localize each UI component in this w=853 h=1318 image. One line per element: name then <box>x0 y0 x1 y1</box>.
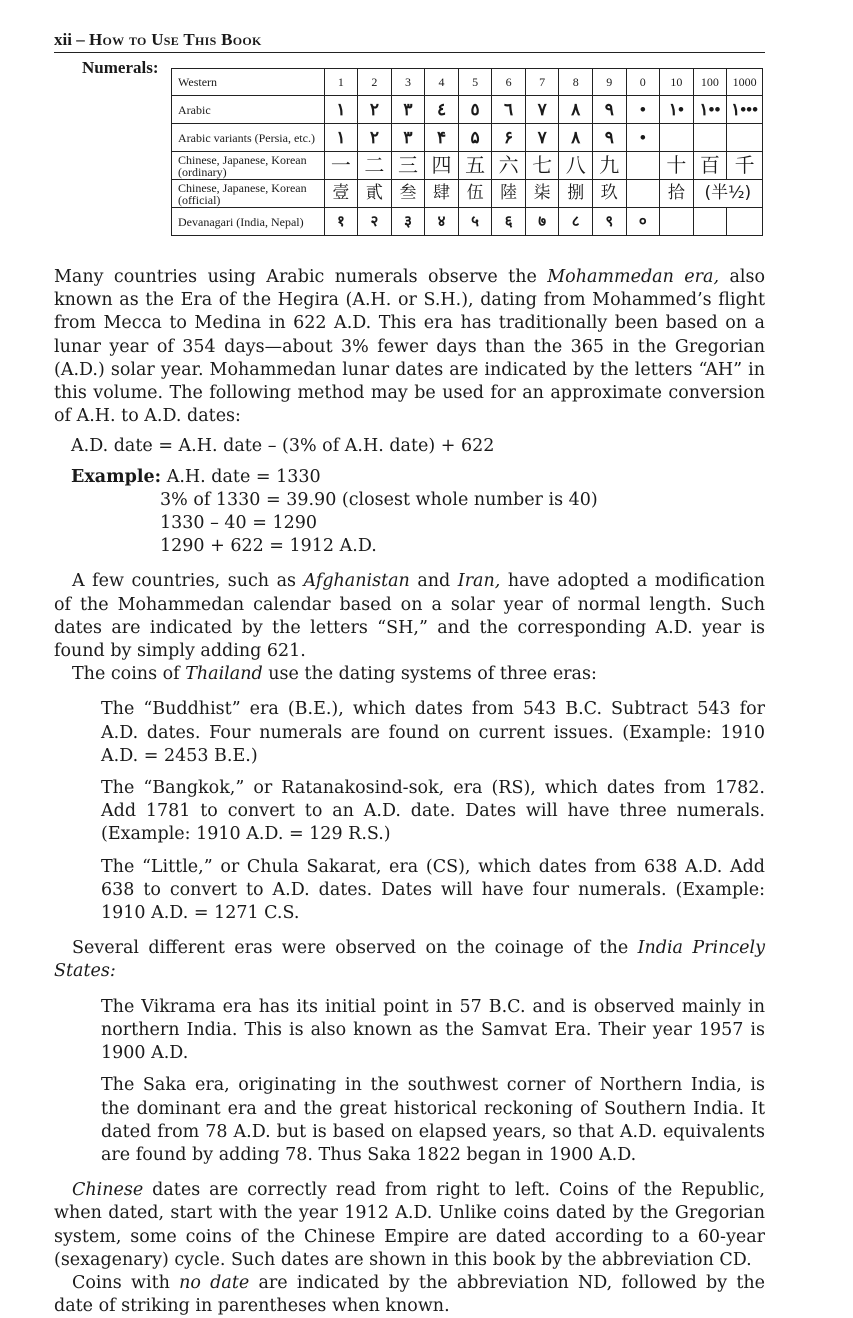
table-cell: • <box>626 96 660 124</box>
row-label: Arabic <box>172 96 325 124</box>
emphasis: Afghanistan <box>303 571 410 592</box>
table-cell: ١••• <box>727 96 763 124</box>
example-label: Example: <box>71 466 162 487</box>
table-cell: (半½) <box>693 180 762 208</box>
table-cell: 3 <box>391 69 425 96</box>
text-run: Many countries using Arabic numerals observe the <box>54 267 548 287</box>
table-cell: ٩ <box>592 96 626 124</box>
table-cell <box>660 124 694 152</box>
example-line: 1290 + 622 = 1912 A.D. <box>160 536 377 557</box>
table-cell: 100 <box>693 69 727 96</box>
text-run: dates are correctly read from right to left. Coins of the Republic, when dated, start with the year 1912 A.D. Unlike coins dated by the Gregorian system, some coins of the Chinese Empire are dated according to a 60-year (sexagenary) cycle. Such dates are shown in this book by the abbreviation CD. <box>54 1180 765 1270</box>
table-cell: ۵ <box>458 124 492 152</box>
row-label: Chinese, Japanese, Korean (official) <box>172 180 325 208</box>
table-cell: ٢ <box>358 96 392 124</box>
table-cell: ١ <box>324 124 358 152</box>
table-cell: ٨ <box>559 124 593 152</box>
thai-era-little: The “Little,” or Chula Sakarat, era (CS), which dates from 638 A.D. Add 638 to convert to A.D. dates. Dates will have four numerals. (Example: 1910 A.D. = 1271 C.S. <box>101 856 765 924</box>
table-cell: १ <box>324 208 358 236</box>
table-row <box>172 152 763 180</box>
running-head-dash: – <box>76 30 85 49</box>
paragraph-mohammedan <box>54 266 765 428</box>
example-block <box>71 466 765 559</box>
table-row <box>172 180 763 208</box>
table-cell: 二 <box>358 152 392 180</box>
paragraph-chinese <box>54 1179 765 1272</box>
table-cell: ९ <box>592 208 626 236</box>
emphasis: Mohammedan era, <box>547 267 720 287</box>
body-text <box>54 266 765 1318</box>
table-cell: 陸 <box>492 180 526 208</box>
table-cell: 百 <box>693 152 727 180</box>
table-row <box>172 208 763 236</box>
table-cell: 拾 <box>660 180 694 208</box>
emphasis: no date <box>179 1272 250 1293</box>
table-cell <box>727 124 763 152</box>
table-cell: ١•• <box>693 96 727 124</box>
paragraph-india <box>54 937 765 983</box>
table-cell: 貳 <box>358 180 392 208</box>
table-cell: 三 <box>391 152 425 180</box>
india-era-vikrama: The Vikrama era has its initial point in 57 B.C. and is observed mainly in northern India. This is also known as the Samvat Era. Their year 1957 is 1900 A.D. <box>101 996 765 1064</box>
table-cell: 八 <box>559 152 593 180</box>
table-cell: 7 <box>525 69 559 96</box>
example-line: A.H. date = 1330 <box>166 466 321 487</box>
table-cell: 柒 <box>525 180 559 208</box>
table-cell: ٧ <box>525 96 559 124</box>
page-number: xii <box>54 30 72 49</box>
table-cell: 伍 <box>458 180 492 208</box>
table-cell: 9 <box>592 69 626 96</box>
table-cell <box>626 152 660 180</box>
paragraph-no-date <box>54 1272 765 1318</box>
table-row <box>172 124 763 152</box>
table-cell: ١ <box>324 96 358 124</box>
row-label: Arabic variants (Persia, etc.) <box>172 124 325 152</box>
emphasis: India Princely States: <box>54 938 765 982</box>
table-cell: 8 <box>559 69 593 96</box>
table-cell: २ <box>358 208 392 236</box>
table-cell <box>727 208 763 236</box>
table-cell: ५ <box>458 208 492 236</box>
table-cell <box>693 208 727 236</box>
numerals-label: Numerals: <box>82 58 159 77</box>
conversion-formula: A.D. date = A.H. date – (3% of A.H. date) + 622 <box>71 436 495 457</box>
paragraph-thailand <box>54 663 765 686</box>
text-run: also known as the Era of the Hegira (A.H. or S.H.), dating from Mohammed’s flight from Mecca to Medina in 622 A.D. This era has traditionally been based on a lunar year of 354 days—about 3% fewer days than the 365 in the Gregorian (A.D.) solar year. Mohammedan lunar dates are indicated by the letters “AH” in this volume. The following method may be used for an approximate conversion of A.H. to A.D. dates: <box>54 267 765 427</box>
table-cell: ४ <box>425 208 459 236</box>
table-cell: ७ <box>525 208 559 236</box>
emphasis: Thailand <box>185 664 263 685</box>
table-cell: ۴ <box>425 124 459 152</box>
table-cell: 0 <box>626 69 660 96</box>
table-cell: ٩ <box>592 124 626 152</box>
table-cell: ٣ <box>391 96 425 124</box>
table-cell <box>693 124 727 152</box>
text-run: are indicated by the abbreviation ND, followed by the date of striking in parentheses when known. <box>54 1272 765 1317</box>
table-cell: 5 <box>458 69 492 96</box>
table-cell: ٦ <box>492 96 526 124</box>
emphasis: Chinese <box>72 1180 144 1201</box>
thai-era-bangkok: The “Bangkok,” or Ratanakosind-sok, era (RS), which dates from 1782. Add 1781 to convert to an A.D. date. Dates will have three numerals. (Example: 1910 A.D. = 129 R.S.) <box>101 778 765 845</box>
running-head-title: How to Use This Book <box>88 30 262 49</box>
text-run: Several different eras were observed on the coinage of the <box>72 938 638 959</box>
table-cell: ١• <box>660 96 694 124</box>
table-cell: 七 <box>525 152 559 180</box>
table-cell: 十 <box>660 152 694 180</box>
running-head <box>54 30 765 53</box>
table-cell: 六 <box>492 152 526 180</box>
table-cell: ٥ <box>458 96 492 124</box>
text-run: Coins with <box>72 1272 180 1293</box>
table-cell: 6 <box>492 69 526 96</box>
table-row <box>172 96 763 124</box>
text-run: use the dating systems of three eras: <box>262 664 597 685</box>
table-cell: ० <box>626 208 660 236</box>
table-cell: 玖 <box>592 180 626 208</box>
table-cell: • <box>626 124 660 152</box>
row-label: Devanagari (India, Nepal) <box>172 208 325 236</box>
table-cell: 1 <box>324 69 358 96</box>
text-run: have adopted a modification of the Mohammedan calendar based on a solar year of normal length. Such dates are indicated by the letters “SH,” and the corresponding A.D. year is found by simply adding 621. <box>54 571 765 662</box>
table-cell: ٤ <box>425 96 459 124</box>
text-run: and <box>409 571 458 592</box>
table-cell: ٨ <box>559 96 593 124</box>
table-cell: ٢ <box>358 124 392 152</box>
example-line: 1330 – 40 = 1290 <box>160 513 318 534</box>
table-cell: 2 <box>358 69 392 96</box>
table-cell: 千 <box>727 152 763 180</box>
table-cell <box>660 208 694 236</box>
table-cell: 肆 <box>425 180 459 208</box>
table-cell: ٧ <box>525 124 559 152</box>
table-cell: 10 <box>660 69 694 96</box>
table-cell: 九 <box>592 152 626 180</box>
table-cell: 4 <box>425 69 459 96</box>
table-cell: 一 <box>324 152 358 180</box>
table-cell: 五 <box>458 152 492 180</box>
table-cell: 叁 <box>391 180 425 208</box>
table-cell: ٣ <box>391 124 425 152</box>
text-run: The coins of <box>72 664 186 685</box>
table-cell: 1000 <box>727 69 763 96</box>
table-cell: 壹 <box>324 180 358 208</box>
row-label: Chinese, Japanese, Korean (ordinary) <box>172 152 325 180</box>
india-era-saka: The Saka era, originating in the southwest corner of Northern India, is the dominant era and the great historical reckoning of Southern India. It dated from 78 A.D. but is based on elapsed years, so that A.D. equivalents are found by adding 78. Thus Saka 1822 began in 1900 A.D. <box>101 1075 765 1165</box>
table-cell: 捌 <box>559 180 593 208</box>
thai-era-buddhist: The “Buddhist” era (B.E.), which dates from 543 B.C. Subtract 543 for A.D. dates. Four numerals are found on current issues. (Example: 1910 A.D. = 2453 B.E.) <box>101 699 765 766</box>
emphasis: Iran, <box>457 571 501 592</box>
table-cell: ८ <box>559 208 593 236</box>
table-header-row <box>172 69 763 96</box>
row-label: Western <box>172 69 325 96</box>
paragraph-solar <box>54 570 765 663</box>
table-cell: ३ <box>391 208 425 236</box>
table-cell: 四 <box>425 152 459 180</box>
table-cell: ۶ <box>492 124 526 152</box>
example-line: 3% of 1330 = 39.90 (closest whole number is 40) <box>160 489 598 510</box>
text-run: A few countries, such as <box>72 571 304 592</box>
numerals-table <box>171 68 763 236</box>
table-cell <box>626 180 660 208</box>
table-cell: ६ <box>492 208 526 236</box>
